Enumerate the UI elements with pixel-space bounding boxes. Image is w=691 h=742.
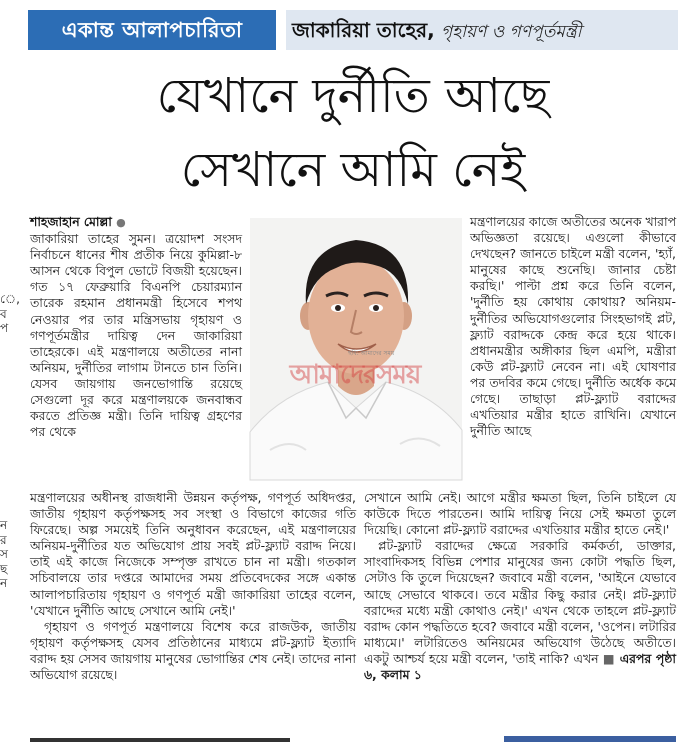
edge-fragment: ছ	[0, 561, 8, 576]
article-column-lower-right	[364, 490, 676, 683]
interview-banner	[28, 10, 678, 50]
article-text: জাকারিয়া তাহের সুমন। ত্রয়োদশ সংসদ নির্বাচনে ধানের শীষ প্রতীক নিয়ে কুমিল্লা-৮ আসন থেকে বিপুল ভোটে বিজয়ী হয়েছেন। গত ১৭ ফেব্রুয়ারি বিএনপি চেয়ারম্যান তারেক রহমান প্রধানমন্ত্রী হিসেবে শপথ নেওয়ার পর তার মন্ত্রিসভায় গৃহায়ণ ও গণপূর্তমন্ত্রীর দায়িত্ব দেন জাকারিয়া তাহেরকে। এই মন্ত্রণালয়ে অতীতের নানা অনিয়ম, দুর্নীতির লাগাম টানতে চান তিনি। যেসব জায়গায় জনভোগান্তি রয়েছে সেগুলো দূর করে মন্ত্রণালয়কে জনবান্ধব করতে প্রতিজ্ঞ মন্ত্রী। তিনি দায়িত্ব গ্রহণের পর থেকে	[30, 231, 242, 440]
minister-photo	[250, 218, 462, 480]
headline-line-1: যেখানে দুর্নীতি আছে	[156, 68, 550, 124]
interviewee-name: জাকারিয়া তাহের,	[292, 18, 435, 42]
article-paragraph: সেখানে আমি নেই। আগে মন্ত্রীর ক্ষমতা ছিল, তিনি চাইলে যে কাউকে দিতে পারতেন। আমি দায়িত্ব নিয়ে সেই ক্ষমতা তুলে দিয়েছি। কোনো প্লট-ফ্ল্যাট বরাদ্দের এখতিয়ার মন্ত্রীর হাতে নেই।'	[364, 490, 676, 538]
adjacent-column-fragment-2	[0, 518, 14, 591]
interviewee-strip	[286, 10, 678, 50]
edge-fragment: স	[0, 547, 8, 561]
article-text: মন্ত্রণালয়ের কাজে অতীতের অনেক খারাপ অভিজ্ঞতা রয়েছে। এগুলো কীভাবে দেখছেন? জানতে চাইলে মন্ত্রী বলেন, 'হ্যাঁ, মানুষের কাছে শুনেছি। জানার চেষ্টা করছি।' পাল্টা প্রশ্ন করে তিনি বলেন, 'দুর্নীতি হয় কোথায় কোথায়? অনিয়ম-দুর্নীতির অভিযোগগুলোর সিংহভাগই প্লট, ফ্ল্যাট বরাদ্দকে কেন্দ্র করে হয়ে থাকে। প্রধানমন্ত্রীর অঙ্গীকার ছিল এমপি, মন্ত্রীরা কেউ প্লট-ফ্ল্যাট নেবেন না। এই ঘোষণার পর তদবির কমে গেছে। দুর্নীতি অর্ধেক কমে গেছে। তাছাড়া প্লট-ফ্ল্যাট বরাদ্দের এখতিয়ার মন্ত্রীর হাতে রাখিনি। যেখানে দুর্নীতি আছে	[470, 214, 676, 439]
edge-fragment: ন	[0, 576, 8, 590]
article-paragraph: প্লট-ফ্ল্যাট বরাদ্দের ক্ষেত্রে সরকারি কর্মকর্তা, ডাক্তার, সাংবাদিকসহ বিভিন্ন পেশার মানুষের জন্য কোটা পদ্ধতি ছিল, সেটাও কি তুলে দিয়েছেন? জবাবে মন্ত্রী বলেন, 'আইনে যেভাবে আছে সেভাবে থাকবে। তবে মন্ত্রীর কিছু করার নেই। প্লট-ফ্ল্যাট বরাদ্দের মধ্যে মন্ত্রী কোথাও নেই।' এখন থেকে তাহলে প্লট-ফ্ল্যাট বরাদ্দ কোন পদ্ধতিতে হবে? জবাবে মন্ত্রী বলেন, 'ওপেন। লটারির মাধ্যমে।' লটারিতেও অনিয়মের অভিযোগ উঠেছে অতীতে। একটু আশ্চর্য হয়ে মন্ত্রী বলেন, 'তাই নাকি? এখন	[364, 538, 676, 666]
edge-fragment: ে,	[0, 292, 20, 306]
next-article-edge	[504, 736, 676, 742]
edge-fragment: ব	[0, 306, 7, 321]
article-column-lower-left	[30, 490, 356, 683]
edge-fragment: ন	[0, 518, 8, 532]
photo-credit: ছবি: আমাদের সময়	[348, 350, 395, 357]
section-tag: একান্ত আলাপচারিতা	[28, 10, 276, 50]
interviewee-designation: গৃহায়ণ ও গণপূর্তমন্ত্রী	[441, 22, 582, 42]
watermark-logo: আমাদেরসময়	[289, 360, 421, 390]
continuation-note[interactable]: ■ এরপর পৃষ্ঠা ৬, কলাম ১	[364, 650, 676, 683]
article-paragraph: মন্ত্রণালয়ের অধীনস্থ রাজধানী উন্নয়ন কর্তৃপক্ষ, গণপূর্ত অধিদপ্তর, জাতীয় গৃহায়ণ কর্তৃপক্ষসহ সব সংস্থা ও বিভাগে কাজের গতি ফিরেছে। অল্প সময়েই তিনি অনুধাবন করেছেন, এই মন্ত্রণালয়ের অনিয়ম-দুর্নীতির যত অভিযোগ প্রায় সবই প্লট-ফ্ল্যাট বরাদ্দ নিয়ে। তাই এই কাজে নিজেকে সম্পৃক্ত রাখতে চান না মন্ত্রী। গতকাল সচিবালয়ে তার দপ্তরে আমাদের সময় প্রতিবেদকের সঙ্গে একান্ত আলাপচারিতায় গৃহায়ণ ও গণপূর্ত মন্ত্রী জাকারিয়া তাহের বলেন, 'যেখানে দুর্নীতি আছে সেখানে আমি নেই।'	[30, 490, 356, 618]
article-column-left	[30, 214, 242, 440]
divider	[30, 738, 290, 742]
edge-fragment: প	[0, 321, 9, 335]
headline-line-2: সেখানে আমি নেই	[180, 142, 526, 198]
byline: শাহজাহান মোল্লা ●	[30, 214, 126, 229]
bottom-edge-strip	[30, 734, 676, 742]
adjacent-column-fragment	[0, 292, 20, 336]
article-column-right	[470, 214, 676, 439]
article-paragraph: গৃহায়ণ ও গণপূর্ত মন্ত্রণালয়ে বিশেষ করে রাজউক, জাতীয় গৃহায়ণ কর্তৃপক্ষসহ যেসব প্রতিষ্ঠানের মাধ্যমে প্লট-ফ্ল্যাট ইত্যাদি বরাদ্দ হয় সেসব জায়গায় মানুষের ভোগান্তির শেষ নেই। তাদের নানা অভিযোগ রয়েছে।	[30, 618, 356, 683]
edge-fragment: র	[0, 532, 7, 547]
